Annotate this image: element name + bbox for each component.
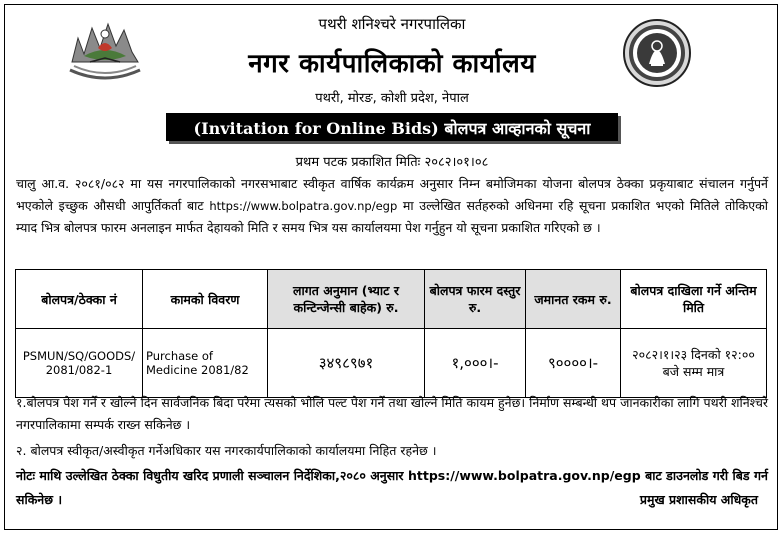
- signatory-title: प्रमुख प्रशासकीय अधिकृत: [639, 492, 758, 507]
- banner-english: (Invitation for Online Bids): [193, 119, 439, 138]
- cell-cost-estimate: ३४९८९७१: [268, 329, 425, 398]
- col-header-form-fee: बोलपत्र फारम दस्तुर रु.: [425, 270, 526, 329]
- col-header-cost-estimate: लागत अनुमान (भ्याट र कन्टिन्जेन्सी बाहेक) रु.: [268, 270, 425, 329]
- egp-link[interactable]: https://www.bolpatra.gov.np/egp: [209, 199, 398, 213]
- municipality-name: पथरी शनिश्चरे नगरपालिका: [318, 15, 466, 33]
- body-text-part2: मा उल्लेखित सर्तहरुको अधिनमा रहि सूचना प्रकाशित भएको मितिले तोकिएको म्याद भित्र बोलपत्र फारम अनलाइन मार्फत देहायको मिति र समय भित्र यस कार्यालयमा पेश गर्नुहुन यो सूचना प्रकाशित गरिएको छ ।: [16, 198, 768, 235]
- col-header-bid-no: बोलपत्र/ठेक्का नं: [16, 270, 143, 329]
- banner-nepali: बोलपत्र आव्हानको सूचना: [444, 119, 591, 138]
- notice-egp-link[interactable]: https://www.bolpatra.gov.np/egp: [407, 468, 641, 483]
- cell-security: ९००००।-: [526, 329, 621, 398]
- table-header-row: [16, 270, 767, 329]
- cell-form-fee: १,०००।-: [425, 329, 526, 398]
- note-1: १.बोलपत्र पेश गर्ने र खोल्ने दिन सार्वजनिक बिदा परेमा त्यसको भोलि पल्ट पेश गर्ने तथा खोल्ने मिति कायम हुनेछ। निर्माण सम्बन्धी थप जानकारीका लागि पथरी शनिश्चरे नगरपालिकामा सम्पर्क राख्न सकिनेछ ।: [16, 395, 768, 432]
- bid-table: [15, 269, 767, 398]
- cell-description: Purchase of Medicine 2081/82: [143, 329, 268, 398]
- body-text-part1: चालु आ.व. २०८१/०८२ मा यस नगरपालिकाको नगरसभाबाट स्वीकृत वार्षिक कार्यक्रम अनुसार निम्न बमोजिमका योजना बोलपत्र ठेक्का प्रकृयाबाट संचालन गर्नुपर्ने भएकोले इच्छुक औसधी आपुर्तिकर्ता बाट: [16, 176, 768, 213]
- table-row: [16, 329, 767, 398]
- publish-date: प्रथम पटक प्रकाशित मितिः २०८२।०१।०८: [295, 155, 489, 170]
- notice-text-part1: नोटः माथि उल्लेखित ठेक्का विधुतीय खरिद प्रणाली सञ्चालन निर्देशिका,२०८० अनुसार: [16, 468, 404, 483]
- cell-deadline: २०८२।१।२३ दिनको १२:०० बजे सम्म मात्र: [621, 329, 767, 398]
- col-header-description: कामको विवरण: [143, 270, 268, 329]
- notice-banner: [166, 113, 618, 141]
- col-header-deadline: बोलपत्र दाखिला गर्ने अन्तिम मिति: [621, 270, 767, 329]
- office-title: नगर कार्यपालिकाको कार्यालय: [248, 49, 536, 79]
- cell-bid-no: PSMUN/SQ/GOODS/ 2081/082-1: [16, 329, 143, 398]
- notice-text-part2: बाट डाउनलोड गरी बिड गर्न सकिनेछ ।: [16, 468, 768, 507]
- office-address: पथरी, मोरङ, कोशी प्रदेश, नेपाल: [315, 91, 469, 106]
- body-paragraph: [16, 173, 768, 239]
- note-2: २. बोलपत्र स्वीकृत/अस्वीकृत गर्नेअधिकार यस नगरकार्यपालिकाको कार्यालयमा निहित रहनेछ ।: [16, 443, 437, 458]
- col-header-security: जमानत रकम रु.: [526, 270, 621, 329]
